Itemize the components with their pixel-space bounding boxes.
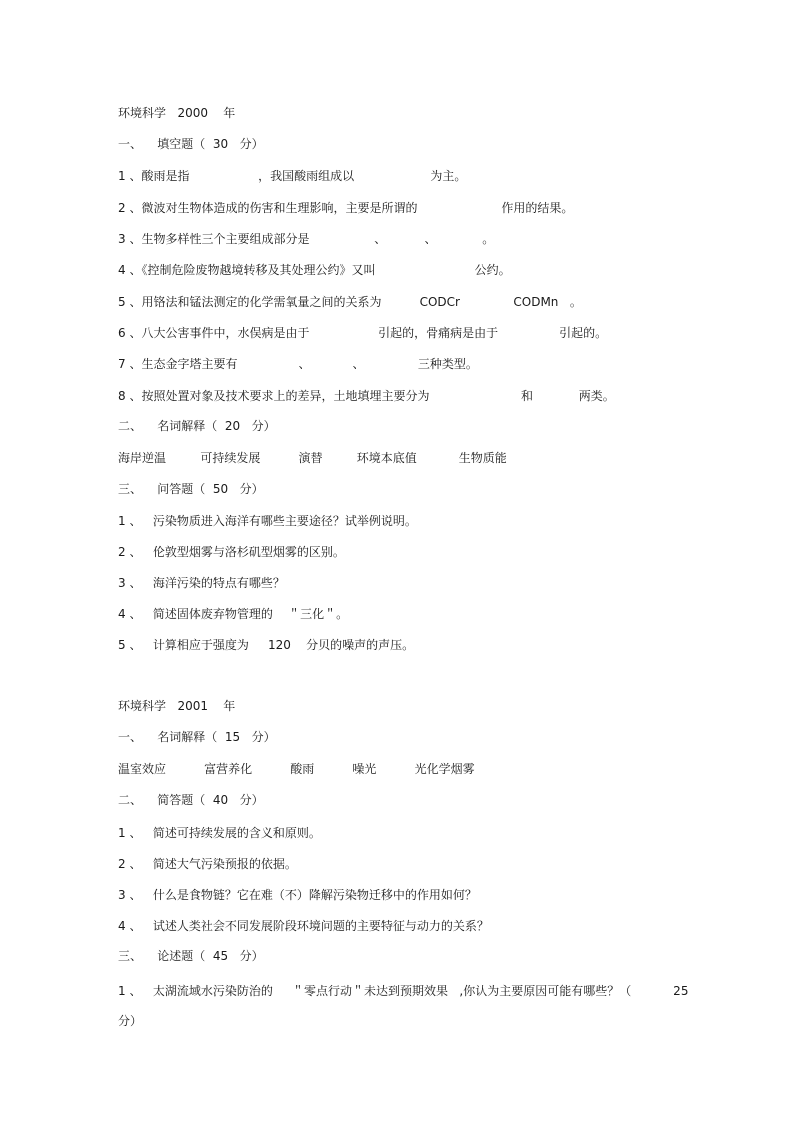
question-line: 3 、 什么是食物链？它在难（不）降解污染物迁移中的作用如何？ <box>118 888 477 902</box>
question-line: 6 、八大公害事件中，水俣病是由于 引起的，骨痛病是由于 引起的。 <box>118 326 608 340</box>
question-line: 3 、生物多样性三个主要组成部分是 、 、 。 <box>118 232 495 246</box>
question-line: 1 、 太湖流域水污染防治的 ＂零点行动＂未达到预期效果 ,你认为主要原因可能有哪些？（ 25 <box>118 984 689 998</box>
term-definition-heading: 一、 名词解释（ 15 分） <box>118 730 276 744</box>
question-line: 4 、 试述人类社会不同发展阶段环境问题的主要特征与动力的关系？ <box>118 919 489 933</box>
term-list: 温室效应 富营养化 酸雨 噪光 光化学烟雾 <box>118 762 475 776</box>
question-line: 1 、 简述可持续发展的含义和原则。 <box>118 826 321 840</box>
term-definition-heading: 二、 名词解释（ 20 分） <box>118 419 276 433</box>
essay-heading: 三、 论述题（ 45 分） <box>118 949 264 963</box>
qa-heading: 三、 问答题（ 50 分） <box>118 482 264 496</box>
question-line: 2 、 简述大气污染预报的依据。 <box>118 857 297 871</box>
question-line: 5 、用铬法和锰法测定的化学需氧量之间的关系为 CODCr CODMn 。 <box>118 295 582 309</box>
question-line: 2 、微波对生物体造成的伤害和生理影响，主要是所谓的 作用的结果。 <box>118 201 574 215</box>
term-list: 海岸逆温 可持续发展 演替 环境本底值 生物质能 <box>118 451 507 465</box>
fill-blank-heading: 一、 填空题（ 30 分） <box>118 137 264 151</box>
question-line-continued: 分） <box>118 1014 143 1028</box>
question-line: 8 、按照处置对象及技术要求上的差异，土地填埋主要分为 和 两类。 <box>118 389 615 403</box>
question-line: 4 、 简述固体废弃物管理的 ＂三化＂。 <box>118 607 349 621</box>
question-line: 1 、酸雨是指 ，我国酸雨组成以 为主。 <box>118 169 467 183</box>
question-line: 1 、 污染物质进入海洋有哪些主要途径？试举例说明。 <box>118 514 417 528</box>
question-line: 2 、 伦敦型烟雾与洛杉矶型烟雾的区别。 <box>118 545 345 559</box>
section-title-2000: 环境科学 2000 年 <box>118 106 236 120</box>
question-line: 4 、《控制危险废物越境转移及其处理公约》又叫 公约。 <box>118 263 511 277</box>
question-line: 5 、 计算相应于强度为 120 分贝的噪声的声压。 <box>118 638 415 652</box>
short-answer-heading: 二、 简答题（ 40 分） <box>118 793 264 807</box>
question-line: 7 、生态金字塔主要有 、 、 三种类型。 <box>118 357 478 371</box>
section-title-2001: 环境科学 2001 年 <box>118 699 236 713</box>
question-line: 3 、 海洋污染的特点有哪些？ <box>118 576 285 590</box>
